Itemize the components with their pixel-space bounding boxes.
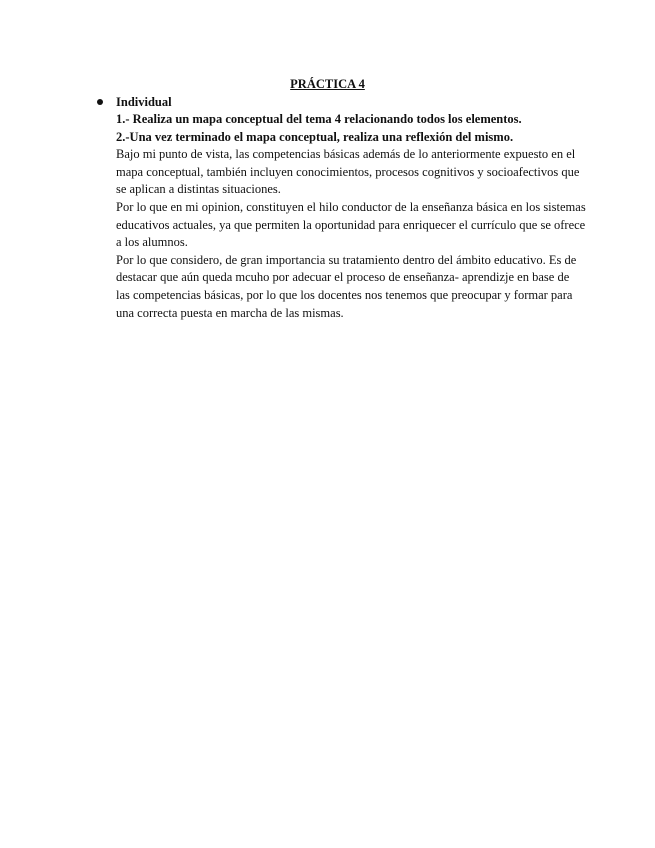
document-title: PRÁCTICA 4	[290, 77, 365, 91]
document-content	[116, 111, 586, 322]
paragraph-2: Por lo que en mi opinion, constituyen el hilo conductor de la enseñanza básica en los sistemas educativos actuales, ya que permiten la oportunidad para enriquecer el currículo que se ofrece a los alumnos.	[116, 199, 586, 250]
task-1: 1.- Realiza un mapa conceptual del tema 4 relacionando todos los elementos.	[116, 112, 522, 126]
task-2: 2.-Una vez terminado el mapa conceptual, realiza una reflexión del mismo.	[116, 129, 514, 144]
paragraph-3: Por lo que considero, de gran importancia su tratamiento dentro del ámbito educativo. Es de destacar que aún queda mcuho por adecuar el proceso de enseñanza- aprendizje en base de las competencias básicas, por lo que los docentes nos tenemos que preocupar y formar para una correcta puesta en marcha de las mismas.	[116, 252, 577, 320]
paragraph-1: Bajo mi punto de vista, las competencias básicas además de lo anteriormente expuesto en el mapa conceptual, también incluyen conocimientos, procesos cognitivos y socioafectivos que se aplican a distintas situaciones.	[116, 147, 580, 197]
bullet-label: Individual	[116, 95, 172, 109]
bullet-dot-icon	[97, 99, 103, 105]
